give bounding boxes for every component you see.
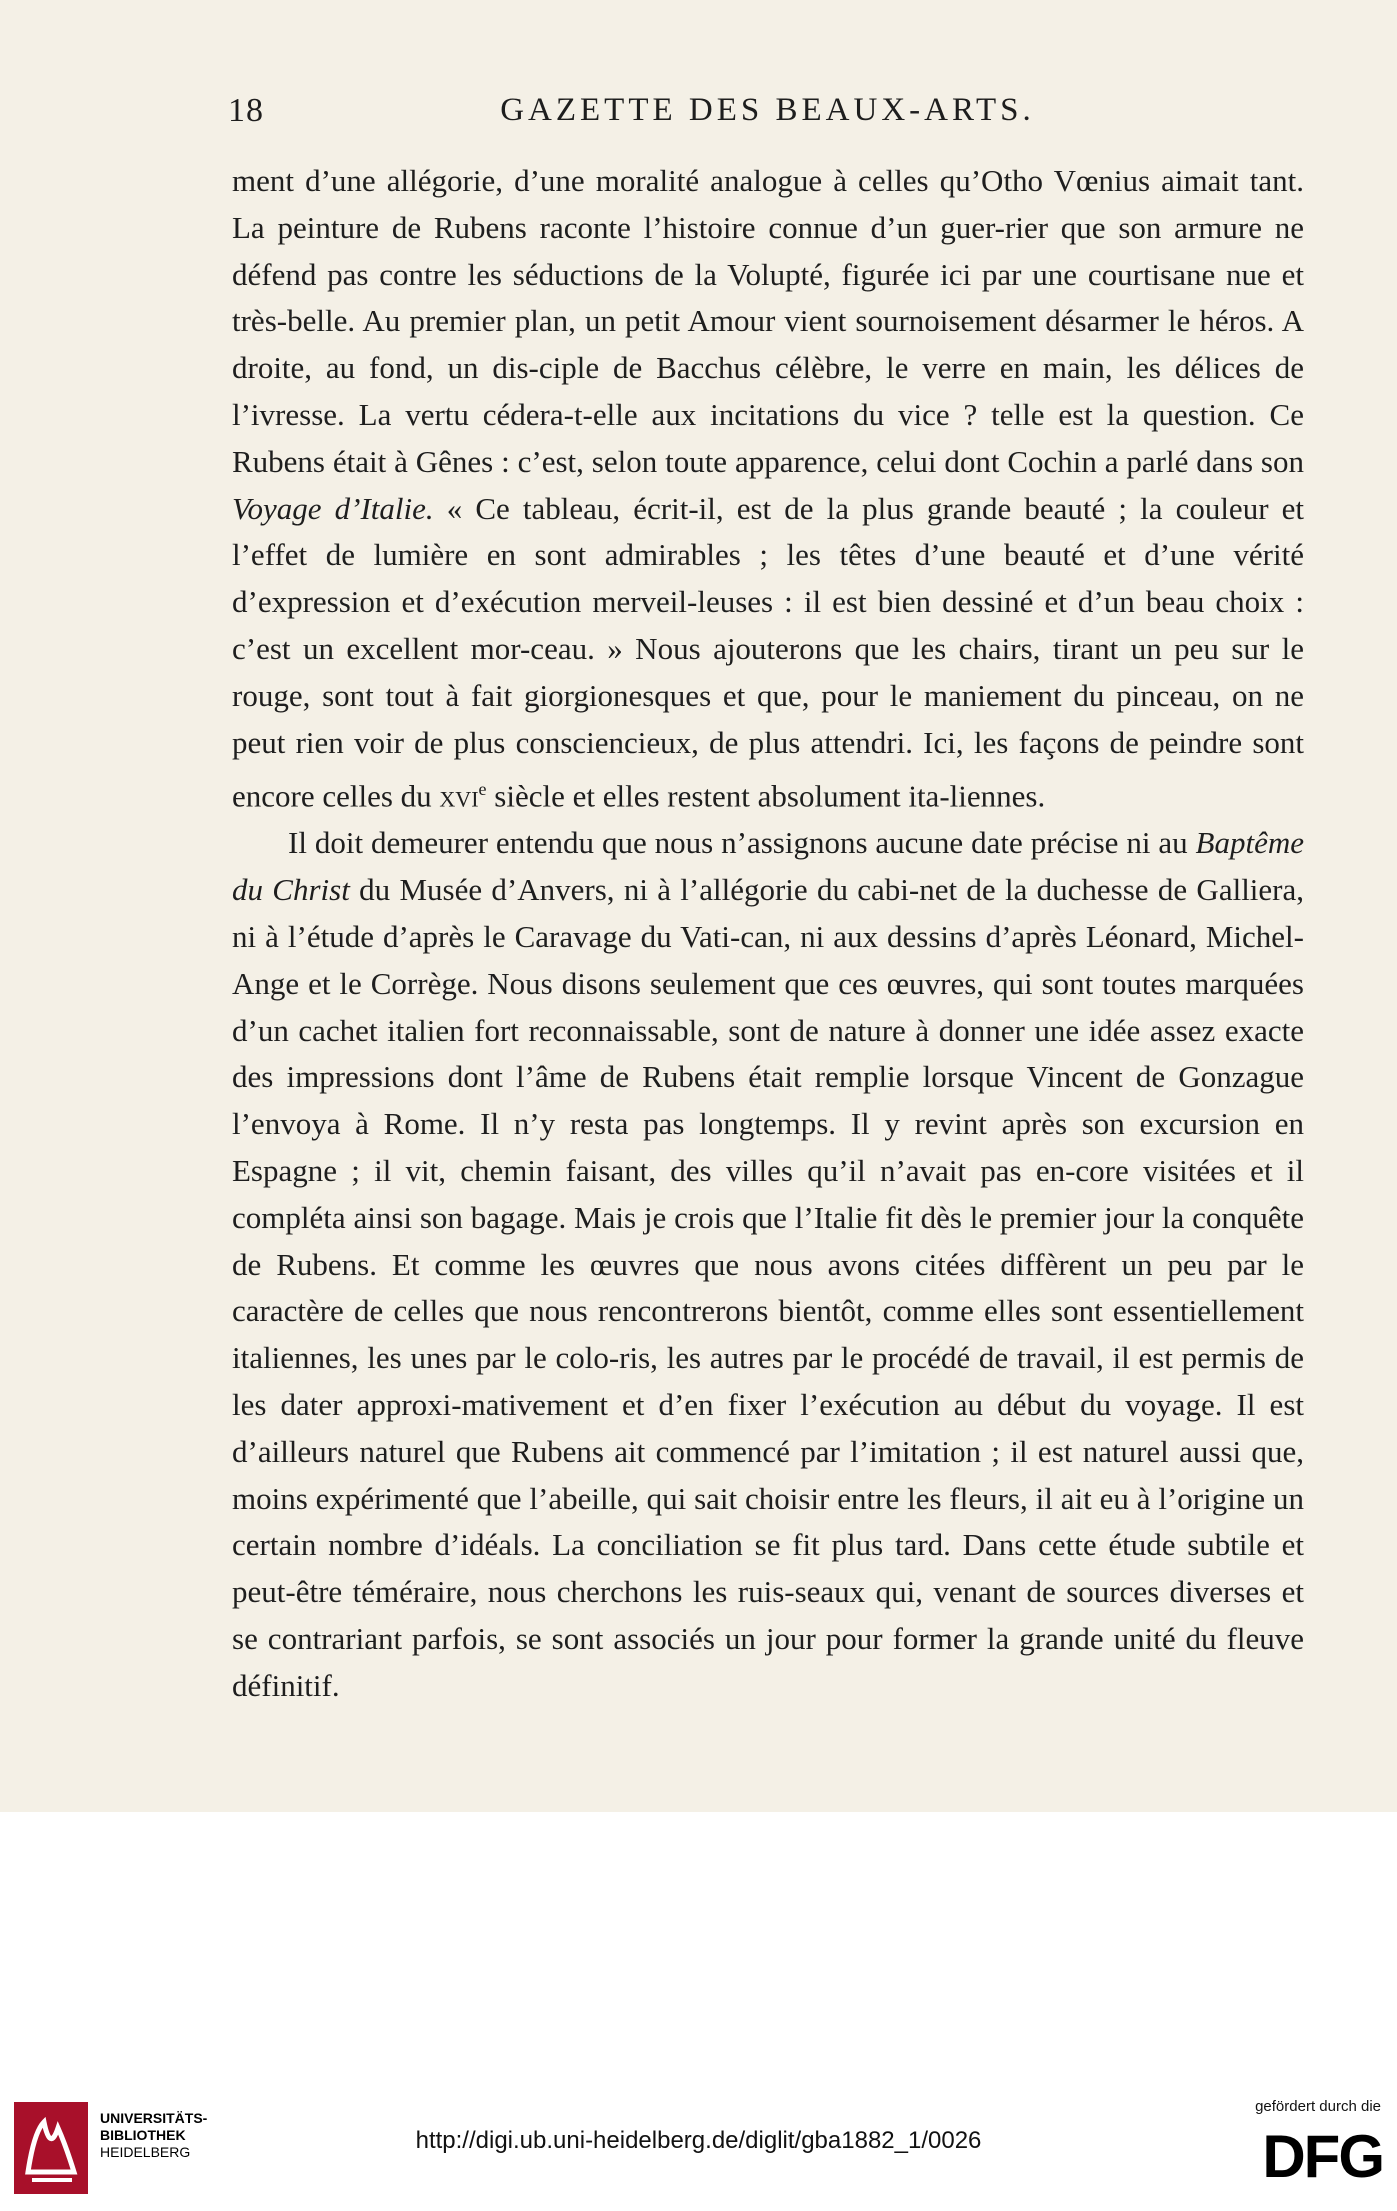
library-line: HEIDELBERG (100, 2144, 191, 2160)
italic-title: Baptême du Christ (232, 825, 1304, 908)
library-line: BIBLIOTHEK (100, 2127, 186, 2143)
italic-title: Voyage d’Italie. (232, 490, 434, 526)
library-line: UNIVERSITÄTS- (100, 2110, 208, 2126)
paragraph (232, 158, 1304, 820)
funding-label: gefördert durch die (1255, 2098, 1381, 2115)
page-number: 18 (228, 92, 264, 129)
text-run: « Ce tableau, écrit-il, est de la plus grande beauté ; la couleur et l’effet de lumière en sont admirables ; les têtes d’une beauté et d’une vérité d’expression et d’exécution merveil-leuses : il est bien dessiné et d’un beau choix : c’est un excellent mor-ceau. » Nous ajouterons que les chairs, tirant un peu sur le rouge, sont tout à fait giorgionesques et que, pour le maniement du pinceau, on ne peut rien voir de plus consciencieux, de plus attendri. Ici, les façons de peindre sont encore celles du (232, 490, 1304, 814)
page-header (228, 92, 1307, 132)
text-run: du Musée d’Anvers, ni à l’allégorie du cabi-net de la duchesse de Galliera, ni à l’étude d’après le Caravage du Vati-can, ni aux dessins d’après Léonard, Michel-Ange et le Corrège. Nous disons seulement que ces œuvres, qui sont toutes marquées d’un cachet italien fort reconnaissable, sont de nature à donner une idée assez exacte des impressions dont l’âme de Rubens était remplie lorsque Vincent de Gonzague l’envoya à Rome. Il n’y resta pas longtemps. Il y revint après son excursion en Espagne ; il vit, chemin faisant, des villes qu’il n’avait pas en-core visitées et il compléta ainsi son bagage. Mais je crois que l’Italie fit dès le premier jour la conquête de Rubens. Et comme les œuvres que nous avons citées diffèrent un peu par le caractère de celles que nous rencontrerons bientôt, comme elles sont essentiellement italiennes, les unes par le colo-ris, les autres par le procédé de travail, il est permis de les dater approxi-mativement et d’en fixer l’exécution au début du voyage. Il est d’ailleurs naturel que Rubens ait commencé par l’imitation ; il est naturel aussi que, moins expérimenté que l’abeille, qui sait choisir entre les fleurs, il ait eu à l’origine un certain nombre d’idéals. La conciliation se fit plus tard. Dans cette étude subtile et peut-être téméraire, nous cherchons les ruis-seaux qui, venant de sources diverses et se contrariant parfois, se sont associés un jour pour former la grande unité du fleuve définitif. (232, 872, 1305, 1703)
running-title: GAZETTE DES BEAUX-ARTS. (500, 92, 1035, 128)
paragraph (232, 820, 1304, 1709)
text-run: siècle et elles restent absolument ita-liennes. (486, 778, 1046, 814)
permalink-url[interactable]: http://digi.ub.uni-heidelberg.de/diglit/gba1882_1/0026 (415, 2127, 982, 2154)
text-run: ment d’une allégorie, d’une moralité analogue à celles qu’Otho Vœnius aimait tant. La peinture de Rubens raconte l’histoire connue d’un guer-rier que son armure ne défend pas contre les séductions de la Volupté, figurée ici par une courtisane nue et très-belle. Au premier plan, un petit Amour vient sournoisement désarmer le héros. A droite, au fond, un dis-ciple de Bacchus célèbre, le verre en main, les délices de l’ivresse. La vertu cédera-t-elle aux incitations du vice ? telle est la question. Ce Rubens était à Gênes : c’est, selon toute apparence, celui dont Cochin a parlé dans son (232, 163, 1304, 479)
text-run: Il doit demeurer entendu que nous n’assignons aucune date précise ni au (288, 825, 1196, 861)
century-superscript: e (478, 779, 487, 800)
century-numeral: xvi (439, 778, 479, 814)
article-body (232, 158, 1304, 1710)
dfg-logo: DFG (1262, 2123, 1383, 2190)
